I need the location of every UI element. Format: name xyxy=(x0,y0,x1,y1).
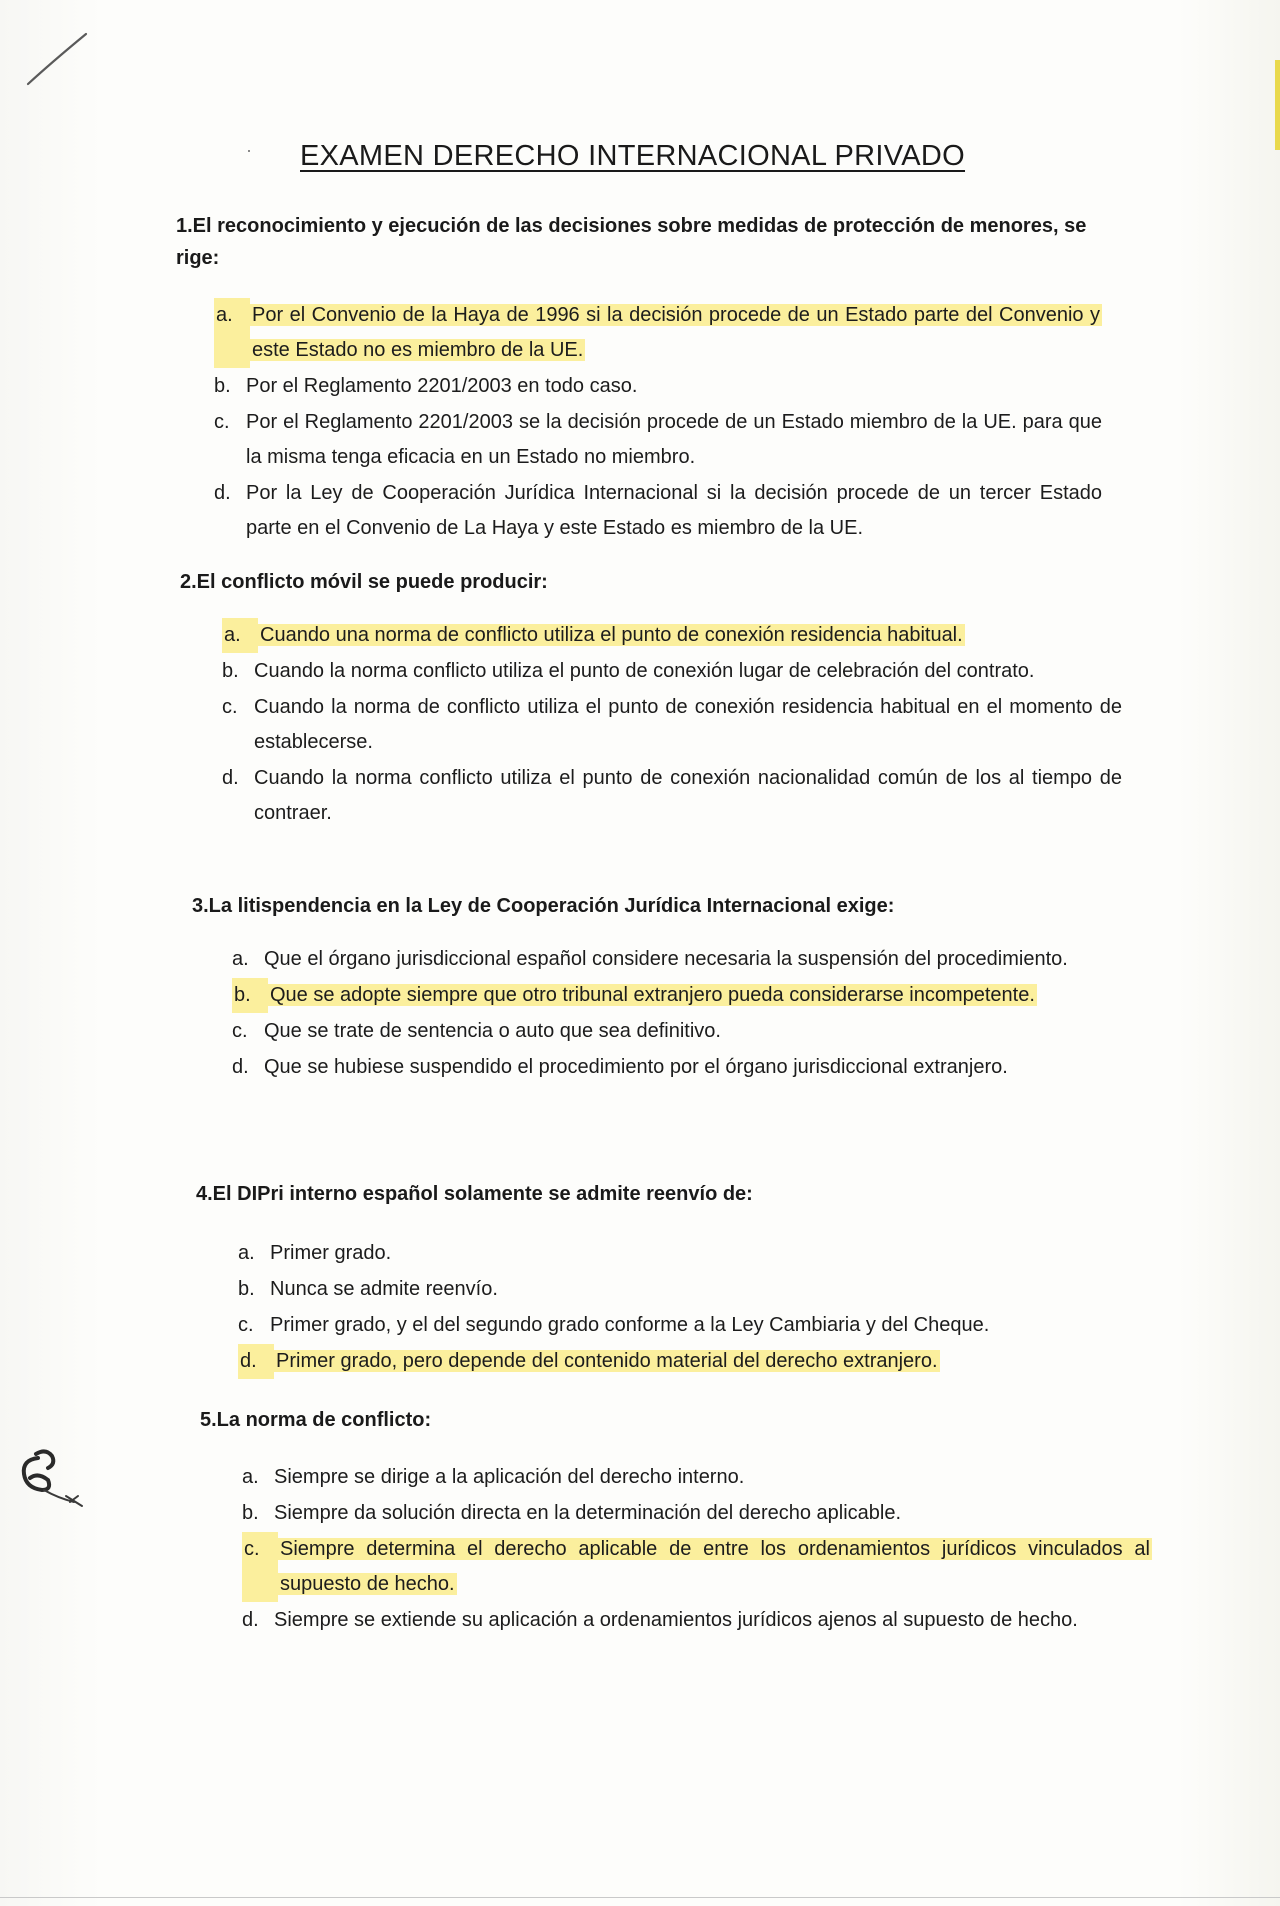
option-letter: c. xyxy=(222,696,238,718)
option-letter: a. xyxy=(242,1466,259,1488)
option-letter: d. xyxy=(222,767,239,789)
question-5: 5.La norma de conflicto: xyxy=(200,1409,432,1431)
option-text: Que se hubiese suspendido el procedimiento por el órgano jurisdiccional extranjero. xyxy=(264,1056,1008,1078)
option-letter: a. xyxy=(232,948,249,970)
question-4: 4.El DIPri interno español solamente se admite reenvío de: xyxy=(196,1183,753,1205)
option-3a[interactable] xyxy=(232,942,1128,977)
option-letter: c. xyxy=(214,411,230,433)
option-letter: b. xyxy=(238,1278,255,1300)
option-letter: d. xyxy=(242,1609,259,1631)
option-text: Que se trate de sentencia o auto que sea definitivo. xyxy=(264,1020,721,1042)
option-text: Siempre determina el derecho aplicable de entre los ordenamientos jurídicos vinculados al supuesto de hecho. xyxy=(280,1538,1150,1595)
option-letter: b. xyxy=(222,660,239,682)
question-2-options xyxy=(222,618,1122,832)
ink-dot xyxy=(248,150,250,152)
option-letter: a. xyxy=(214,298,250,368)
option-text: Por la Ley de Cooperación Jurídica Internacional si la decisión procede de un tercer Estado parte en el Convenio de La Haya y este Estado es miembro de la UE. xyxy=(246,482,1102,539)
option-text: Cuando la norma conflicto utiliza el punto de conexión lugar de celebración del contrato. xyxy=(254,660,1035,682)
option-text: Primer grado. xyxy=(270,1242,392,1264)
option-letter: c. xyxy=(238,1314,254,1336)
option-letter: b. xyxy=(232,978,268,1013)
exam-title: EXAMEN DERECHO INTERNACIONAL PRIVADO xyxy=(300,140,966,172)
option-4c[interactable] xyxy=(238,1308,1128,1343)
option-text: Siempre se extiende su aplicación a ordenamientos jurídicos ajenos al supuesto de hecho. xyxy=(274,1609,1078,1631)
option-letter: c. xyxy=(232,1020,248,1042)
option-text: Cuando la norma conflicto utiliza el punto de conexión nacionalidad común de los al tiempo de contraer. xyxy=(254,767,1122,824)
highlighter-edge-mark xyxy=(1275,60,1280,150)
option-1a[interactable] xyxy=(214,298,1102,368)
option-text: Por el Reglamento 2201/2003 se la decisión procede de un Estado miembro de la UE. para que la misma tenga eficacia en un Estado no miembro. xyxy=(246,411,1102,468)
question-3: 3.La litispendencia en la Ley de Cooperación Jurídica Internacional exige: xyxy=(192,895,895,917)
page-bottom-edge xyxy=(0,1897,1280,1898)
option-text: Primer grado, pero depende del contenido material del derecho extranjero. xyxy=(276,1350,938,1372)
option-letter: b. xyxy=(242,1502,259,1524)
question-3-options xyxy=(232,942,1128,1086)
option-letter: c. xyxy=(242,1532,278,1602)
option-text: Primer grado, y el del segundo grado conforme a la Ley Cambiaria y del Cheque. xyxy=(270,1314,990,1336)
option-text: Por el Reglamento 2201/2003 en todo caso. xyxy=(246,375,638,397)
option-2c[interactable] xyxy=(222,690,1122,760)
option-3c[interactable] xyxy=(232,1014,1128,1049)
option-text: Que el órgano jurisdiccional español considere necesaria la suspensión del procedimiento. xyxy=(264,948,1068,970)
question-4-options xyxy=(238,1236,1128,1380)
option-letter: d. xyxy=(238,1344,274,1379)
option-4b[interactable] xyxy=(238,1272,1128,1307)
option-letter: b. xyxy=(214,375,231,397)
option-3b[interactable] xyxy=(232,978,1128,1013)
option-2a[interactable] xyxy=(222,618,1122,653)
option-5c[interactable] xyxy=(242,1532,1152,1602)
option-3d[interactable] xyxy=(232,1050,1128,1085)
option-1d[interactable] xyxy=(214,476,1102,546)
handwritten-scribble xyxy=(8,1440,108,1520)
option-text: Que se adopte siempre que otro tribunal extranjero pueda considerarse incompetente. xyxy=(270,984,1035,1006)
option-text: Siempre se dirige a la aplicación del derecho interno. xyxy=(274,1466,745,1488)
option-4d[interactable] xyxy=(238,1344,1128,1379)
question-5-options xyxy=(242,1460,1152,1639)
option-5b[interactable] xyxy=(242,1496,1152,1531)
option-1c[interactable] xyxy=(214,405,1102,475)
question-2: 2.El conflicto móvil se puede producir: xyxy=(180,571,548,593)
option-5d[interactable] xyxy=(242,1603,1152,1638)
option-text: Cuando una norma de conflicto utiliza el punto de conexión residencia habitual. xyxy=(260,624,963,646)
option-1b[interactable] xyxy=(214,369,1102,404)
option-letter: d. xyxy=(232,1056,249,1078)
option-5a[interactable] xyxy=(242,1460,1152,1495)
option-letter: d. xyxy=(214,482,231,504)
option-text: Por el Convenio de la Haya de 1996 si la decisión procede de un Estado parte del Convenio y este Estado no es miembro de la UE. xyxy=(252,304,1100,361)
option-text: Cuando la norma de conflicto utiliza el punto de conexión residencia habitual en el momento de establecerse. xyxy=(254,696,1122,753)
question-1-options xyxy=(214,298,1102,547)
option-2d[interactable] xyxy=(222,761,1122,831)
option-text: Siempre da solución directa en la determinación del derecho aplicable. xyxy=(274,1502,902,1524)
pen-stroke-mark xyxy=(22,22,102,92)
option-text: Nunca se admite reenvío. xyxy=(270,1278,498,1300)
option-letter: a. xyxy=(222,618,258,653)
question-1: 1.El reconocimiento y ejecución de las decisiones sobre medidas de protección de menores, se rige: xyxy=(176,215,1087,269)
option-4a[interactable] xyxy=(238,1236,1128,1271)
option-letter: a. xyxy=(238,1242,255,1264)
option-2b[interactable] xyxy=(222,654,1122,689)
